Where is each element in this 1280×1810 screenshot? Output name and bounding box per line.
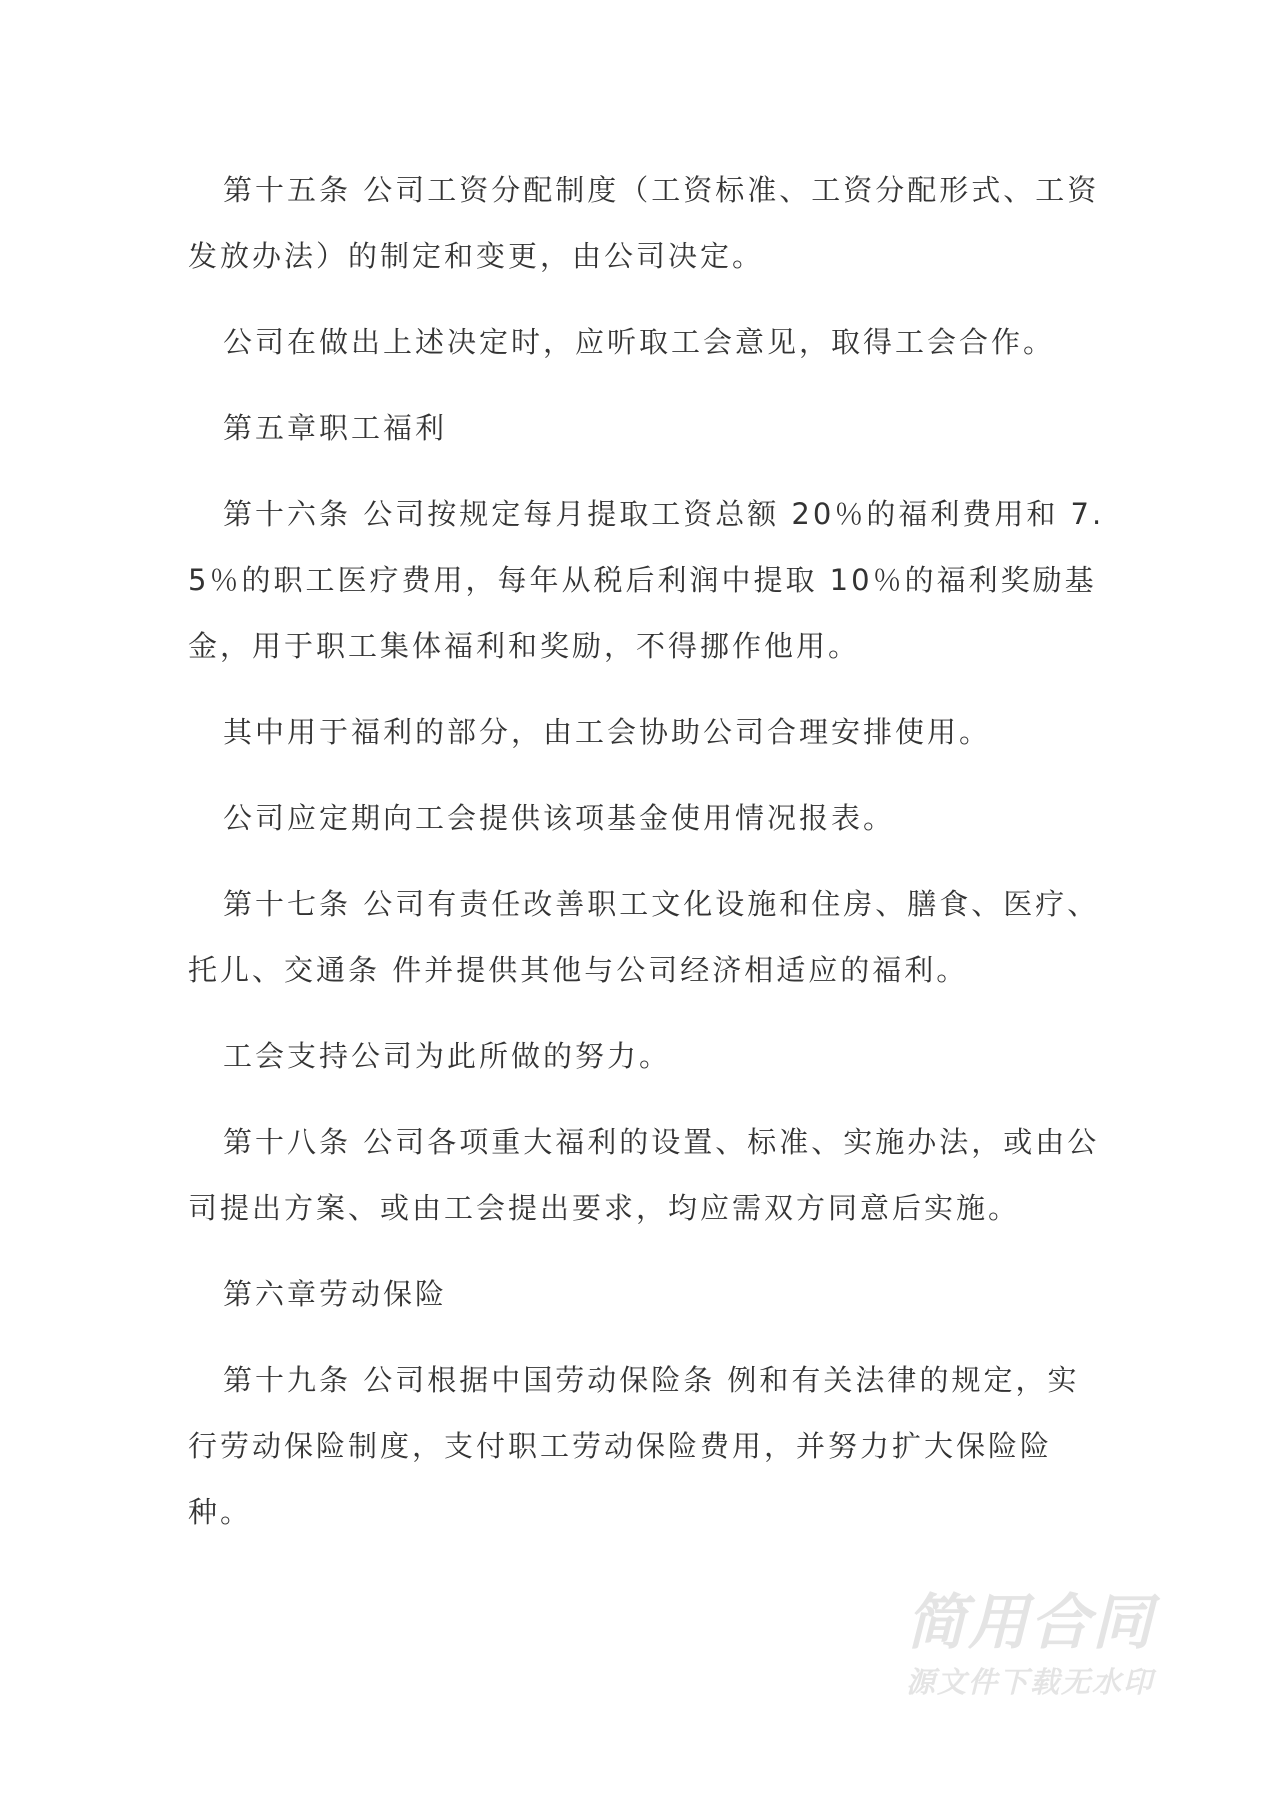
paragraph-fund-report: 公司应定期向工会提供该项基金使用情况报表。 (223, 801, 896, 835)
article-18: 第十八条 公司各项重大福利的设置、标准、实施办法，或由公司提出方案、或由工会提出要求，均应需双方同意后实施。 (188, 1125, 1100, 1225)
paragraph-union-support: 工会支持公司为此所做的努力。 (223, 1039, 672, 1073)
chapter-6-heading: 第六章劳动保险 (223, 1277, 448, 1311)
article-17: 第十七条 公司有责任改善职工文化设施和住房、膳食、医疗、托儿、交通条 件并提供其他与公司经济相适应的福利。 (188, 887, 1100, 987)
watermark-subtitle: 源文件下载无水印 (905, 1665, 1154, 1699)
article-19: 第十九条 公司根据中国劳动保险条 例和有关法律的规定，实行劳动保险制度，支付职工劳动保险费用，并努力扩大保险险种。 (188, 1363, 1080, 1529)
chapter-5-heading: 第五章职工福利 (223, 411, 448, 445)
watermark-title: 简用合同 (906, 1588, 1154, 1658)
paragraph-union-consultation: 公司在做出上述决定时，应听取工会意见，取得工会合作。 (223, 325, 1056, 359)
watermark (880, 1590, 1180, 1700)
document-body (188, 157, 1108, 1565)
article-15: 第十五条 公司工资分配制度（工资标准、工资分配形式、工资发放办法）的制定和变更，由公司决定。 (188, 173, 1100, 273)
article-16: 第十六条 公司按规定每月提取工资总额 20％的福利费用和 7.5％的职工医疗费用，每年从税后利润中提取 10％的福利奖励基金，用于职工集体福利和奖励，不得挪作他用。 (188, 497, 1105, 663)
paragraph-welfare-usage: 其中用于福利的部分，由工会协助公司合理安排使用。 (223, 715, 992, 749)
